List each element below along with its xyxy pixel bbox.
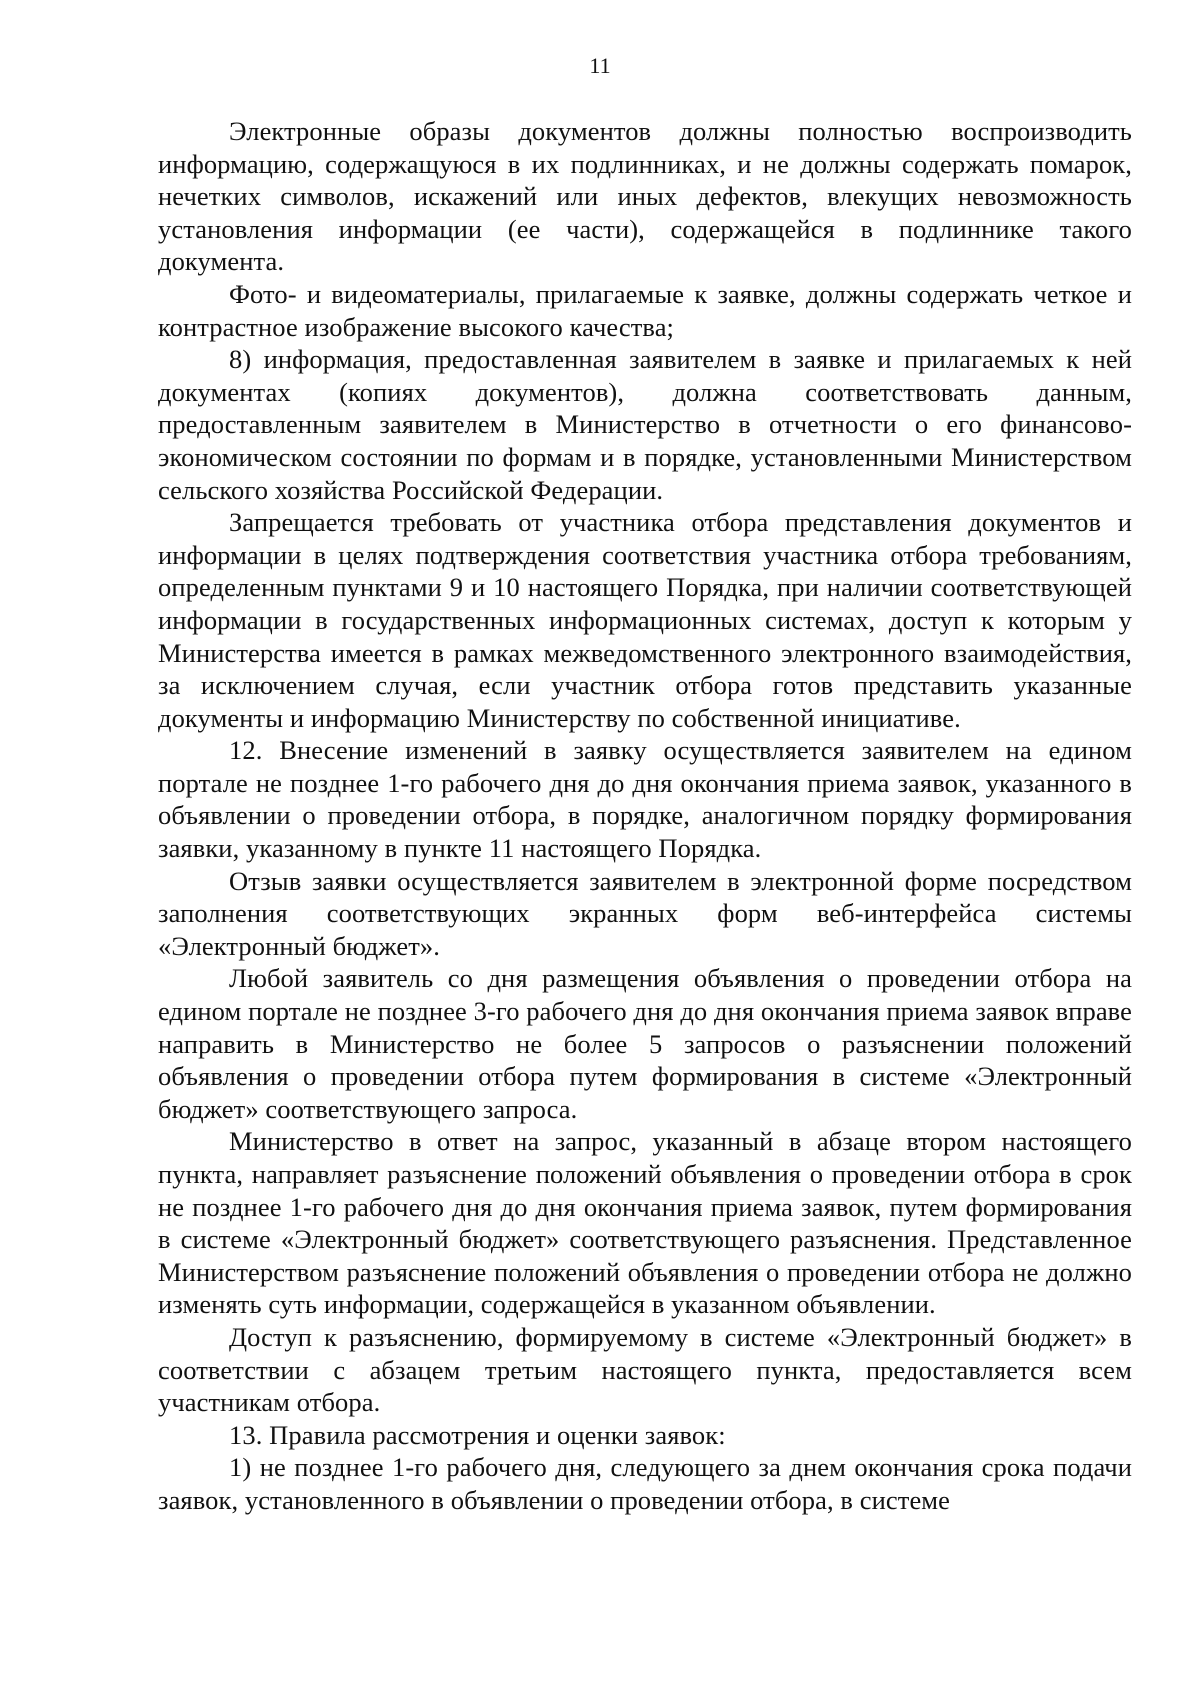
paragraph-ministry-response: Министерство в ответ на запрос, указанный в абзаце втором настоящего пункта, направляет разъяснение положений объявления о проведении отбора в срок не позднее 1-го рабочего дня до дня окончания приема заявок, путем формирования в системе «Электронный бюджет» соответствующего разъяснения. Представленное Министерством разъяснение положений объявления о проведении отбора не должно изменять суть информации, содержащейся в указанном объявлении. [158,1126,1132,1320]
paragraph-access-to-clarification: Доступ к разъяснению, формируемому в системе «Электронный бюджет» в соответствии с абзацем третьим настоящего пункта, предоставляется всем участникам отбора. [158,1321,1132,1418]
paragraph-withdrawal: Отзыв заявки осуществляется заявителем в электронной форме посредством заполнения соответствующих экранных форм веб-интерфейса системы «Электронный бюджет». [158,865,1132,961]
paragraph-prohibition: Запрещается требовать от участника отбора представления документов и информации в целях подтверждения соответствия участника отбора требованиям, определенным пунктами 9 и 10 настоящего Порядка, при наличии соответствующей информации в государственных информационных системах, доступ к которым у Министерства имеется в рамках межведомственного электронного взаимодействия, за исключением случая, если участник отбора готов представить указанные документы и информацию Министерству по собственной инициативе. [158,507,1132,733]
paragraph-clause-12: 12. Внесение изменений в заявку осуществляется заявителем на едином портале не позднее 1-го рабочего дня до дня окончания приема заявок, указанного в объявлении о проведении отбора, в порядке, аналогичном порядку формирования заявки, указанному в пункте 11 настоящего Порядка. [158,735,1132,864]
document-body [158,115,1132,1517]
paragraph-electronic-images: Электронные образы документов должны полностью воспроизводить информацию, содержащуюся в их подлинниках, и не должны содержать помарок, нечетких символов, искажений или иных дефектов, влекущих невозможность установления информации (ее части), содержащейся в подлиннике такого документа. [158,116,1132,277]
paragraph-clause-13: 13. Правила рассмотрения и оценки заявок: [229,1419,726,1450]
page-number: 11 [589,53,611,78]
paragraph-clarification-requests: Любой заявитель со дня размещения объявления о проведении отбора на едином портале не позднее 3-го рабочего дня до дня окончания приема заявок вправе направить в Министерство не более 5 запросов о разъяснении положений объявления о проведении отбора путем формирования в системе «Электронный бюджет» соответствующего запроса. [158,963,1133,1124]
paragraph-photo-video: Фото- и видеоматериалы, прилагаемые к заявке, должны содержать четкое и контрастное изображение высокого качества; [158,278,1132,342]
paragraph-item-1: 1) не позднее 1-го рабочего дня, следующего за днем окончания срока подачи заявок, установленного в объявлении о проведении отбора, в системе [158,1452,1132,1515]
paragraph-item-8: 8) информация, предоставленная заявителем в заявке и прилагаемых к ней документах (копиях документов), должна соответствовать данным, предоставленным заявителем в Министерство в отчетности о его финансово-экономическом состоянии по формам и в порядке, установленными Министерством сельского хозяйства Российской Федерации. [158,344,1132,505]
